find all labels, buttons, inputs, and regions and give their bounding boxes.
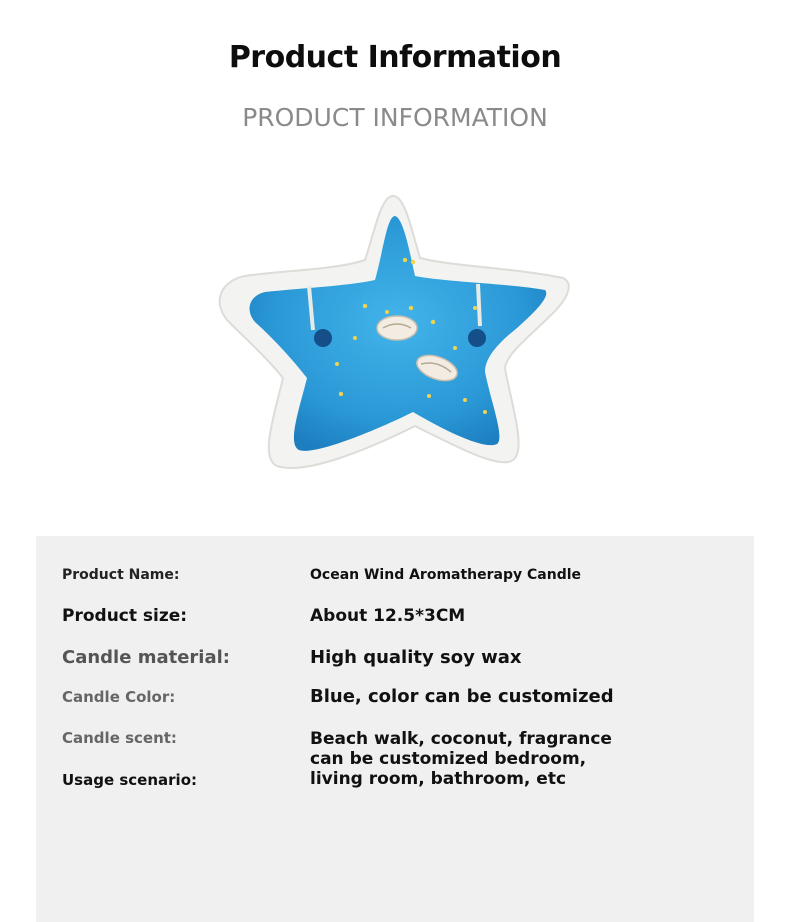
starfish-candle-image xyxy=(215,188,577,476)
page-subtitle: PRODUCT INFORMATION xyxy=(242,103,548,132)
candle-scent-value: Beach walk, coconut, fragrance can be customized bedroom, living room, bathroom, etc xyxy=(310,729,612,789)
candle-material-value: High quality soy wax xyxy=(310,647,522,668)
candle-color-label: Candle Color: xyxy=(62,688,176,706)
candle-material-label: Candle material: xyxy=(62,647,230,668)
product-size-value: About 12.5*3CM xyxy=(310,606,466,626)
product-name-label: Product Name: xyxy=(62,567,180,583)
candle-scent-label: Candle scent: xyxy=(62,729,177,747)
product-size-label: Product size: xyxy=(62,606,188,626)
page-title: Product Information xyxy=(228,40,562,75)
candle-color-value: Blue, color can be customized xyxy=(310,686,614,707)
product-info-panel xyxy=(36,536,754,922)
product-name-value: Ocean Wind Aromatherapy Candle xyxy=(310,567,582,583)
usage-scenario-label: Usage scenario: xyxy=(62,771,197,789)
